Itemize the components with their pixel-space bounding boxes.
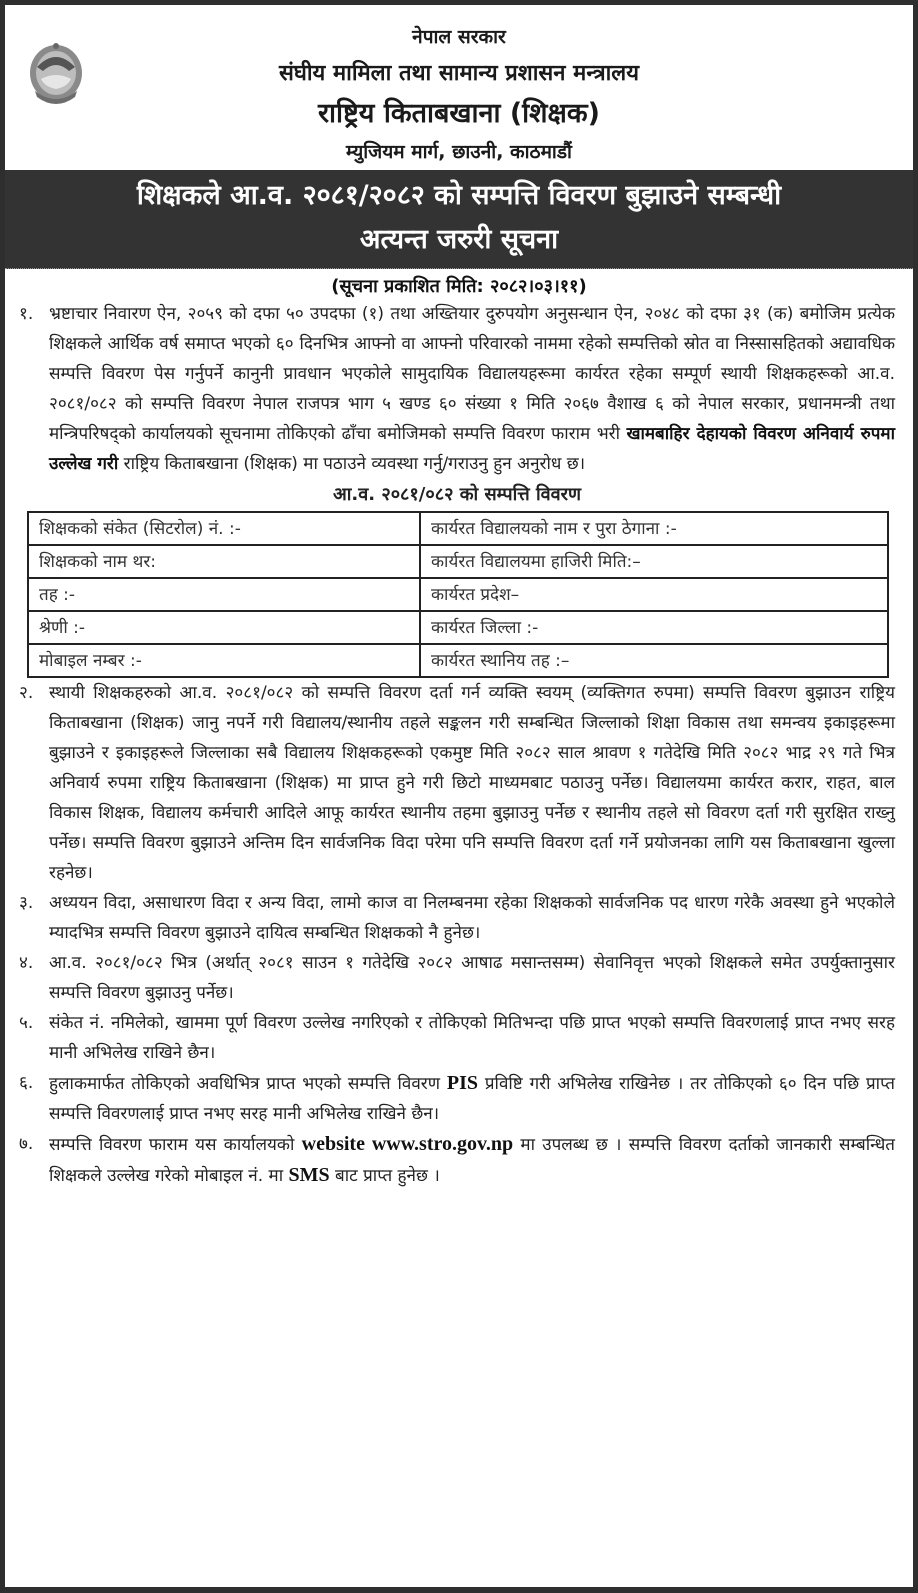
paragraph-text: हुलाकमार्फत तोकिएको अवधिभित्र प्राप्त भएको सम्पत्ति विवरण: [49, 1074, 447, 1094]
paragraph-5: [19, 1008, 895, 1068]
paragraph-text: राष्ट्रिय किताबखाना (शिक्षक) मा पठाउने व्यवस्था गर्नु/गराउनु हुन अनुरोध छ।: [118, 454, 586, 474]
sms-emphasis: SMS: [288, 1164, 330, 1186]
notice-title-banner: [5, 170, 913, 269]
paragraph-text: संकेत नं. नमिलेको, खाममा पूर्ण विवरण उल्लेख नगरिएको र तोकिएको मितिभन्दा पछि प्राप्त भएको सम्पत्ति विवरणलाई प्राप्त नभए सरह मानी अभिलेख राखिने छैन।: [49, 1013, 895, 1063]
paragraph-text: अध्ययन विदा, असाधारण विदा र अन्य विदा, लामो काज वा निलम्बनमा रहेका शिक्षकको सार्वजनिक पद धारण गरेकै अवस्था हुने भएकोले म्यादभित्र सम्पत्ति विवरण बुझाउने दायित्व सम्बन्धित शिक्षकको नै हुनेछ।: [49, 893, 895, 943]
form-table-row: [28, 611, 888, 644]
school-field-cell: कार्यरत विद्यालयमा हाजिरी मिति:–: [420, 545, 888, 578]
paragraph-text: प्रविष्टि गरी अभिलेख राखिनेछ । तर तोकिएको ६० दिन पछि प्राप्त सम्पत्ति विवरणलाई प्राप्त नभए सरह मानी अभिलेख राखिने छैन।: [49, 1074, 895, 1124]
office-name: राष्ट्रिय किताबखाना (शिक्षक): [318, 98, 600, 129]
teacher-field-cell: शिक्षकको संकेत (सिटरोल) नं. :-: [28, 512, 420, 545]
notice-title-line2: अत्यन्त जरुरी सूचना: [359, 224, 559, 255]
teacher-field-cell: श्रेणी :-: [28, 611, 420, 644]
paragraph-text: बाट प्राप्त हुनेछ ।: [329, 1166, 440, 1186]
form-table-row: [28, 578, 888, 611]
school-field-cell: कार्यरत स्थानिय तह :–: [420, 644, 888, 677]
form-table-row: [28, 644, 888, 677]
notice-title-line1: शिक्षकले आ.व. २०८१/२०८२ को सम्पत्ति विवरण बुझाउने सम्बन्धी: [136, 180, 782, 211]
paragraph-4: [19, 948, 895, 1008]
paragraph-2: [19, 678, 895, 888]
paragraph-number: १.: [19, 304, 34, 324]
ministry-name: संघीय मामिला तथा सामान्य प्रशासन मन्त्रालय: [278, 61, 639, 86]
school-field-cell: कार्यरत विद्यालयको नाम र पुरा ठेगाना :-: [420, 512, 888, 545]
paragraph-number: ३.: [19, 893, 34, 913]
form-table-row: [28, 545, 888, 578]
school-field-cell: कार्यरत जिल्ला :-: [420, 611, 888, 644]
paragraph-6: [19, 1068, 895, 1129]
form-table-row: [28, 512, 888, 545]
paragraph-number: ६.: [19, 1073, 34, 1093]
form-table-title: आ.व. २०८१/०८२ को सम्पत्ति विवरण: [332, 484, 581, 505]
teacher-field-cell: मोबाइल नम्बर :-: [28, 644, 420, 677]
notice-body: [5, 299, 913, 1191]
government-name: नेपाल सरकार: [412, 26, 506, 48]
paragraph-text: स्थायी शिक्षकहरुको आ.व. २०८१/०८२ को सम्पत्ति विवरण दर्ता गर्न व्यक्ति स्वयम् (व्यक्तिगत रुपमा) सम्पत्ति विवरण बुझाउन राष्ट्रिय किताबखाना (शिक्षक) जानु नपर्ने गरी विद्यालय/स्थानीय तहले सङ्कलन गरी सम्बन्धित जिल्लाको शिक्षा विकास तथा समन्वय इकाइहरूमा बुझाउने र इकाइहरूले जिल्लाका सबै विद्यालय शिक्षकहरूको एकमुष्ट मिति २०८२ साल श्रावण १ गतेदेखि मिति २०८२ भाद्र २९ गते भित्र अनिवार्य रुपमा राष्ट्रिय किताबखाना (शिक्षक) मा प्राप्त हुने गरी छिटो माध्यमबाट पठाउनु पर्नेछ। विद्यालयमा कार्यरत करार, राहत, बाल विकास शिक्षक, विद्यालय कर्मचारी आदिले आफू कार्यरत स्थानीय तहमा बुझाउनु पर्नेछ र स्थानीय तहले सो विवरण दर्ता गरी सुरक्षित राख्नु पर्नेछ। सम्पत्ति विवरण बुझाउने अन्तिम दिन सार्वजनिक विदा परेमा पनि सम्पत्ति विवरण दर्ता गर्ने प्रयोजनका लागि यस किताबखाना खुल्ला रहनेछ।: [49, 683, 895, 883]
paragraph-number: ४.: [19, 953, 34, 973]
teacher-field-cell: शिक्षकको नाम थर:: [28, 545, 420, 578]
letterhead: [5, 5, 913, 170]
paragraph-text: भ्रष्टाचार निवारण ऐन, २०५९ को दफा ५० उपदफा (१) तथा अख्तियार दुरुपयोग अनुसन्धान ऐन, २०४८ को दफा ३१ (क) बमोजिम प्रत्येक शिक्षकले आर्थिक वर्ष समाप्त भएको ६० दिनभित्र आफ्नो वा आफ्नो परिवारको नाममा रहेको सम्पत्तिको स्रोत वा निस्सासहितको अद्यावधिक सम्पत्ति विवरण पेस गर्नुपर्ने कानुनी प्रावधान भएकोले सामुदायिक विद्यालयहरूमा कार्यरत रहेका सम्पूर्ण स्थायी शिक्षकहरूको आ.व. २०८१/०८२ को सम्पत्ति विवरण नेपाल राजपत्र भाग ५ खण्ड ६० संख्या १ मिति २०६७ वैशाख ६ को नेपाल सरकार, प्रधानमन्त्री तथा मन्त्रिपरिषद्को कार्यालयको सूचनामा तोकिएको ढाँचा बमोजिमको सम्पत्ति विवरण फाराम भरी: [49, 304, 895, 444]
paragraph-text: मा उपलब्ध छ । सम्पत्ति विवरण दर्ताको जानकारी सम्बन्धित शिक्षकले उल्लेख गरेको मोबाइल नं. मा: [49, 1135, 895, 1186]
publication-date: (सूचना प्रकाशित मिति: २०८२।०३।११): [331, 276, 587, 297]
paragraph-text: सम्पत्ति विवरण फाराम यस कार्यालयको: [49, 1135, 302, 1155]
asset-details-form-table: [27, 511, 889, 678]
website-link[interactable]: website www.stro.gov.np: [301, 1133, 514, 1155]
paragraph-emphasis: खामबाहिर देहायको विवरण अनिवार्य रुपमा उल्लेख गरी: [49, 424, 895, 474]
paragraph-number: २.: [19, 683, 34, 703]
office-address: म्युजियम मार्ग, छाउनी, काठमाडौं: [346, 141, 572, 163]
paragraph-number: ५.: [19, 1013, 34, 1033]
paragraph-1: [19, 299, 895, 479]
paragraph-7: [19, 1129, 895, 1191]
school-field-cell: कार्यरत प्रदेश–: [420, 578, 888, 611]
teacher-field-cell: तह :-: [28, 578, 420, 611]
paragraph-text: आ.व. २०८१/०८२ भित्र (अर्थात् २०८१ साउन १ गतेदेखि २०८२ आषाढ मसान्तसम्म) सेवानिवृत्त भएको शिक्षकले समेत उपर्युक्तानुसार सम्पत्ति विवरण बुझाउनु पर्नेछ।: [49, 953, 895, 1003]
paragraph-number: ७.: [19, 1134, 34, 1154]
paragraph-3: [19, 888, 895, 948]
pis-emphasis: PIS: [446, 1072, 479, 1094]
